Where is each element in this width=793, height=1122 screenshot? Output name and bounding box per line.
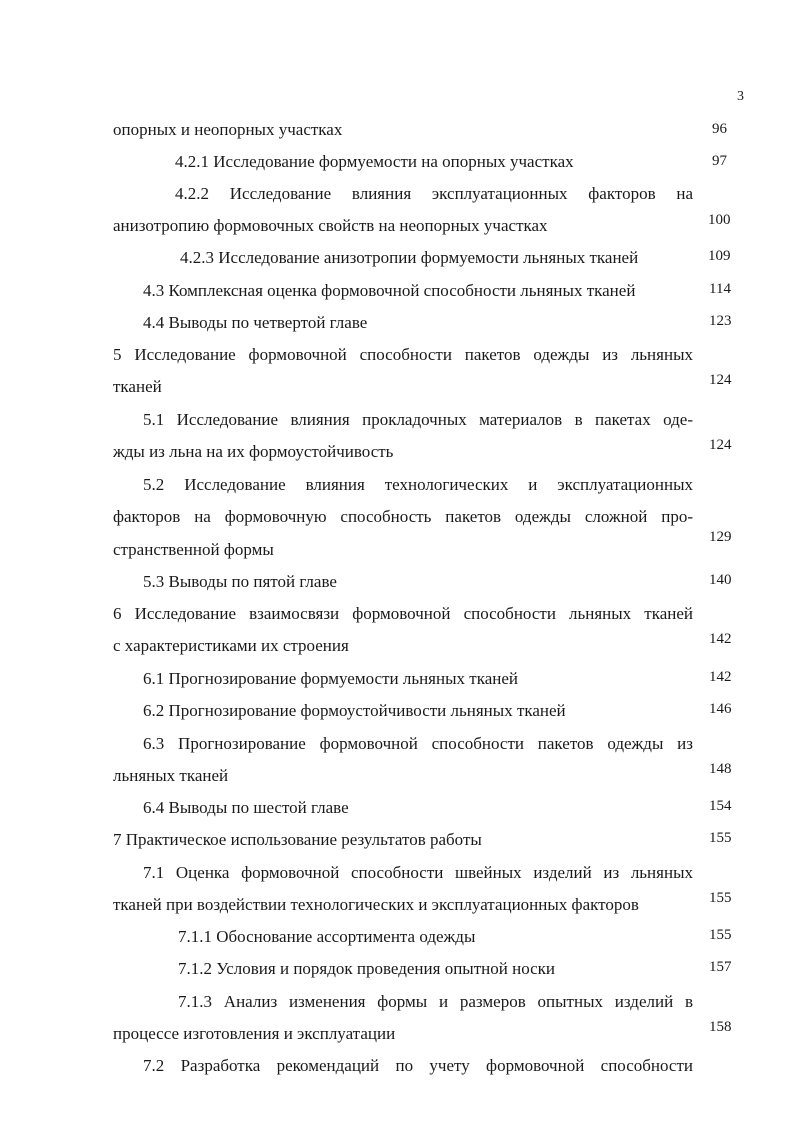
toc-entry-text: опорных и неопорных участках bbox=[113, 120, 343, 139]
toc-entry-text: 5.1 Исследование влияния прокладочных материалов в пакетах оде- bbox=[143, 410, 693, 429]
toc-page-number: 96 bbox=[712, 121, 727, 137]
toc-entry-text: 6.3 Прогнозирование формовочной способности пакетов одежды из bbox=[143, 734, 693, 753]
toc-entry-text: 7.1.1 Обоснование ассортимента одежды bbox=[178, 927, 476, 946]
toc-entry-text: 5 Исследование формовочной способности пакетов одежды из льняных bbox=[113, 345, 693, 364]
toc-page-number: 97 bbox=[712, 153, 727, 169]
toc-entry-text: 5.3 Выводы по пятой главе bbox=[143, 572, 337, 591]
toc-page-number: 142 bbox=[709, 631, 732, 647]
toc-entry-text: 4.2.3 Исследование анизотропии формуемости льняных тканей bbox=[180, 248, 639, 267]
toc-page-number: 142 bbox=[709, 669, 732, 685]
toc-entry-text: жды из льна на их формоустойчивость bbox=[113, 442, 394, 461]
toc-entry-text: странственной формы bbox=[113, 540, 274, 559]
toc-entry-text: тканей при воздействии технологических и эксплуатационных факторов bbox=[113, 895, 639, 914]
toc-entry-text: с характеристиками их строения bbox=[113, 636, 349, 655]
toc-page-number: 109 bbox=[708, 248, 731, 264]
toc-entry-text: тканей bbox=[113, 377, 162, 396]
toc-entry-text: 7.1.3 Анализ изменения формы и размеров опытных изделий в bbox=[178, 992, 693, 1011]
toc-entry-text: 7.1.2 Условия и порядок проведения опытной носки bbox=[178, 959, 556, 978]
toc-page-number: 124 bbox=[709, 437, 732, 453]
toc-page-number: 154 bbox=[709, 798, 732, 814]
toc-page-number: 148 bbox=[709, 761, 732, 777]
toc-entry-text: льняных тканей bbox=[113, 766, 229, 785]
toc-page-number: 124 bbox=[709, 372, 732, 388]
toc-entry-text: анизотропию формовочных свойств на неопорных участках bbox=[113, 216, 548, 235]
toc-page-number: 155 bbox=[709, 890, 732, 906]
toc-page-number: 155 bbox=[709, 927, 732, 943]
toc-entry-text: 4.2.1 Исследование формуемости на опорных участках bbox=[175, 152, 574, 171]
toc-page-number: 129 bbox=[709, 529, 732, 545]
page-number: 3 bbox=[737, 89, 744, 104]
toc-entry-text: 4.4 Выводы по четвертой главе bbox=[143, 313, 368, 332]
toc-entry-text: 6.2 Прогнозирование формоустойчивости льняных тканей bbox=[143, 701, 566, 720]
toc-entry-text: 4.3 Комплексная оценка формовочной способности льняных тканей bbox=[143, 281, 636, 300]
toc-page-number: 155 bbox=[709, 830, 732, 846]
toc-entry-text: 6.4 Выводы по шестой главе bbox=[143, 798, 349, 817]
toc-page-number: 114 bbox=[709, 281, 731, 297]
toc-entry-text: процессе изготовления и эксплуатации bbox=[113, 1024, 396, 1043]
toc-page-number: 100 bbox=[708, 212, 731, 228]
toc-entry-text: 6 Исследование взаимосвязи формовочной способности льняных тканей bbox=[113, 604, 693, 623]
toc-entry-text: 6.1 Прогнозирование формуемости льняных тканей bbox=[143, 669, 518, 688]
toc-entry-text: 5.2 Исследование влияния технологических и эксплуатационных bbox=[143, 475, 693, 494]
toc-entry-text: 7.2 Разработка рекомендаций по учету формовочной способности bbox=[143, 1056, 693, 1075]
toc-page-number: 123 bbox=[709, 313, 732, 329]
toc-entry-text: 7 Практическое использование результатов работы bbox=[113, 830, 482, 849]
toc-entry-text: 7.1 Оценка формовочной способности швейных изделий из льняных bbox=[143, 863, 693, 882]
toc-page-number: 157 bbox=[709, 959, 732, 975]
toc-entry-text: 4.2.2 Исследование влияния эксплуатационных факторов на bbox=[175, 184, 693, 203]
toc-page-number: 146 bbox=[709, 701, 732, 717]
toc-entry-text: факторов на формовочную способность пакетов одежды сложной про- bbox=[113, 507, 693, 526]
toc-page-number: 140 bbox=[709, 572, 732, 588]
toc-page-number: 158 bbox=[709, 1019, 732, 1035]
